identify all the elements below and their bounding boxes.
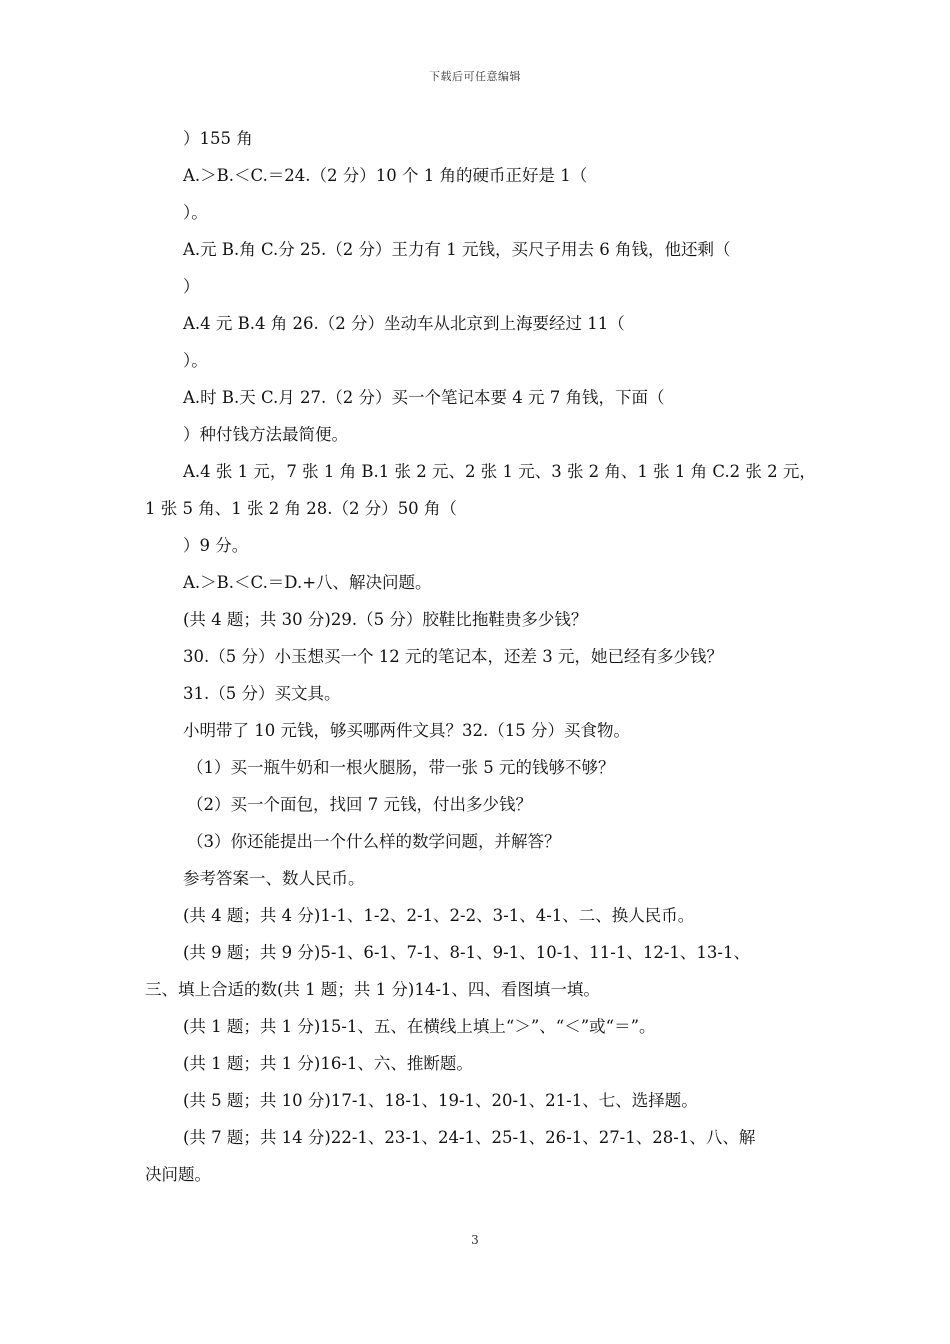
text-line: （1）买一瓶牛奶和一根火腿肠，带一张 5 元的钱够不够？: [187, 758, 615, 777]
page-header: 下载后可任意编辑: [429, 70, 521, 83]
text-line: A.＞B.＜C.＝24.（2 分）10 个 1 角的硬币正好是 1（: [183, 166, 588, 185]
text-line: ）155 角: [183, 129, 253, 148]
text-line: (共 7 题；共 14 分)22-1、23-1、24-1、25-1、26-1、27-1、28-1、八、解: [183, 1128, 756, 1147]
text-line: A.元 B.角 C.分 25.（2 分）王力有 1 元钱，买尺子用去 6 角钱，他还剩（: [183, 240, 731, 259]
text-line: (共 9 题；共 9 分)5-1、6-1、7-1、8-1、9-1、10-1、11-1、12-1、13-1、: [183, 943, 750, 962]
text-line: A.4 张 1 元，7 张 1 角 B.1 张 2 元、2 张 1 元、3 张 2 角、1 张 1 角 C.2 张 2 元，: [183, 462, 816, 481]
text-line: A.时 B.天 C.月 27.（2 分）买一个笔记本要 4 元 7 角钱，下面（: [183, 388, 665, 407]
text-line: （3）你还能提出一个什么样的数学问题，并解答？: [187, 832, 561, 851]
page-number: 3: [471, 1233, 479, 1247]
text-line: ）。: [183, 351, 208, 370]
text-line: (共 1 题；共 1 分)16-1、六、推断题。: [183, 1054, 473, 1073]
document-body: [145, 120, 815, 1193]
text-line: 30.（5 分）小玉想买一个 12 元的笔记本，还差 3 元，她已经有多少钱？: [183, 647, 723, 666]
text-line: ）种付钱方法最简便。: [183, 425, 348, 444]
text-line: ）。: [183, 203, 208, 222]
text-line: 1 张 5 角、1 张 2 角 28.（2 分）50 角（: [145, 499, 457, 518]
text-line: 小明带了 10 元钱，够买哪两件文具？32.（15 分）买食物。: [183, 721, 630, 740]
text-line: (共 4 题；共 30 分)29.（5 分）胶鞋比拖鞋贵多少钱？: [183, 610, 588, 629]
text-line: ）9 分。: [183, 536, 249, 555]
text-line: (共 1 题；共 1 分)15-1、五、在横线上填上“＞”、“＜”或“＝”。: [183, 1017, 656, 1036]
text-line: (共 4 题；共 4 分)1-1、1-2、2-1、2-2、3-1、4-1、二、换人民币。: [183, 906, 695, 925]
text-line: 31.（5 分）买文具。: [183, 684, 341, 703]
text-line: A.＞B.＜C.＝D.+八、解决问题。: [183, 573, 432, 592]
text-line: A.4 元 B.4 角 26.（2 分）坐动车从北京到上海要经过 11（: [183, 314, 625, 333]
text-line: 三、填上合适的数(共 1 题；共 1 分)14-1、四、看图填一填。: [145, 980, 600, 999]
text-line: （2）买一个面包，找回 7 元钱，付出多少钱？: [187, 795, 532, 814]
text-line: 参考答案一、数人民币。: [183, 869, 365, 888]
text-line: (共 5 题；共 10 分)17-1、18-1、19-1、20-1、21-1、七、选择题。: [183, 1091, 698, 1110]
text-line: 决问题。: [145, 1165, 211, 1184]
text-line: ）: [183, 277, 200, 296]
